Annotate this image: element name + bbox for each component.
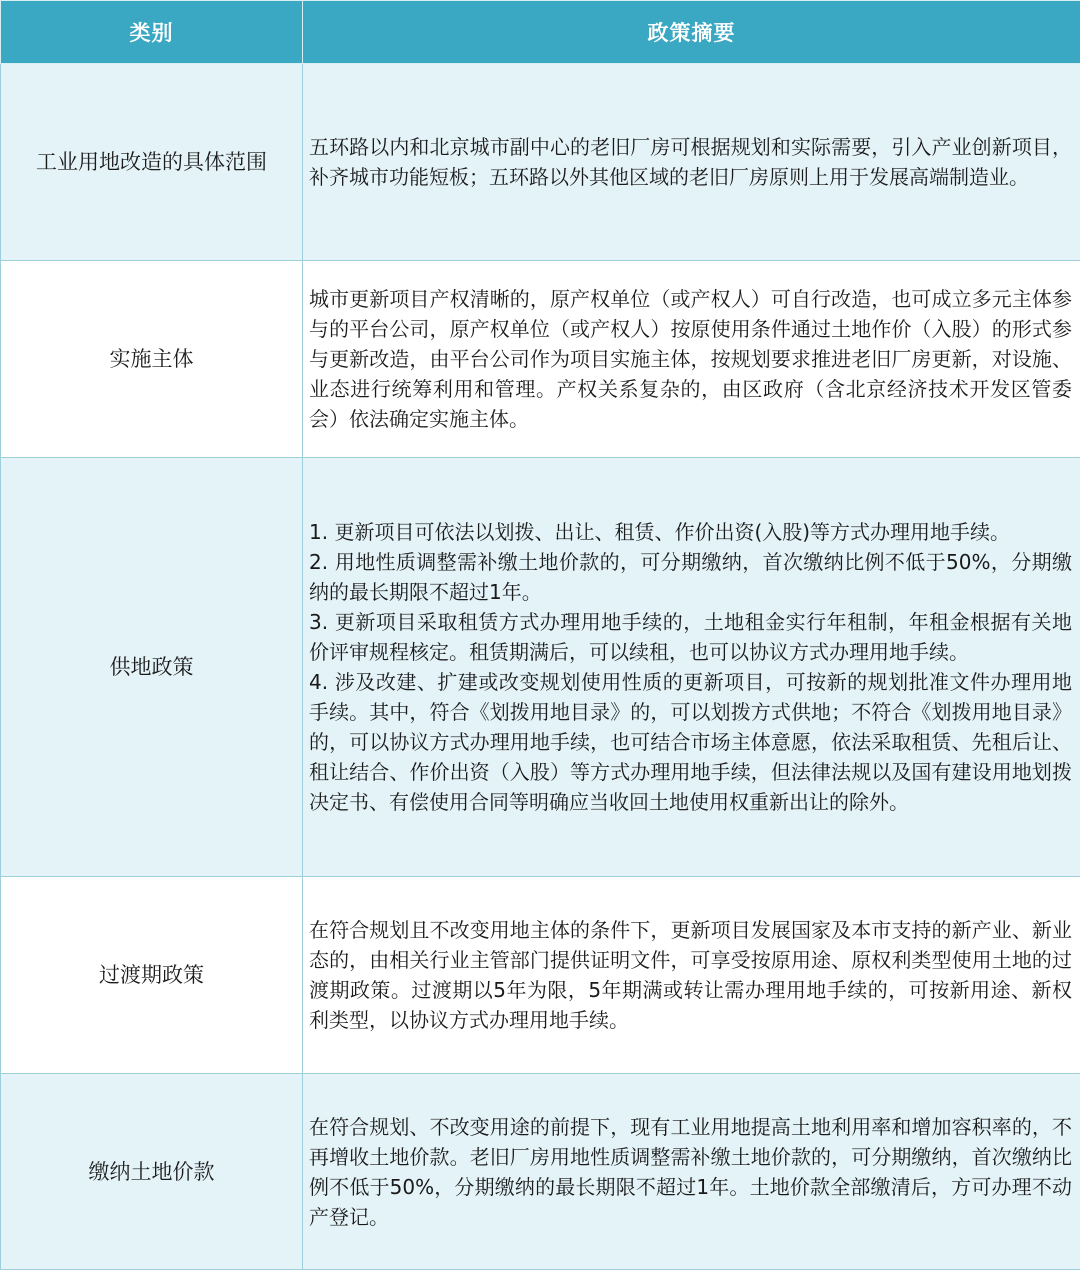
row-summary: 在符合规划、不改变用途的前提下，现有工业用地提高土地利用率和增加容积率的，不再增收土地价款。老旧厂房用地性质调整需补缴土地价款的，可分期缴纳，首次缴纳比例不低于50%，分期缴纳的最长期限不超过1年。土地价款全部缴清后，方可办理不动产登记。 xyxy=(309,1114,1072,1229)
list-item: 3. 更新项目采取租赁方式办理用地手续的，土地租金实行年租制，年租金根据有关地价评审规程核定。租赁期满后，可以续租，也可以协议方式办理用地手续。 xyxy=(309,610,1072,664)
table-row xyxy=(1,458,1080,877)
table-row xyxy=(1,64,1080,261)
row-summary: 城市更新项目产权清晰的，原产权单位（或产权人）可自行改造，也可成立多元主体参与的平台公司，原产权单位（或产权人）按原使用条件通过土地作价（入股）的形式参与更新改造，由平台公司作为项目实施主体，按规划要求推进老旧厂房更新，对设施、业态进行统筹利用和管理。产权关系复杂的，由区政府（含北京经济技术开发区管委会）依法确定实施主体。 xyxy=(309,287,1072,431)
row-category: 工业用地改造的具体范围 xyxy=(1,64,303,261)
header-summary: 政策摘要 xyxy=(303,1,1080,64)
row-summary-list xyxy=(309,517,1072,817)
list-item: 1. 更新项目可依法以划拨、出让、租赁、作价出资(入股)等方式办理用地手续。 xyxy=(309,520,1011,544)
table-header-row xyxy=(1,1,1080,64)
row-summary: 五环路以内和北京城市副中心的老旧厂房可根据规划和实际需要，引入产业创新项目，补齐城市功能短板；五环路以外其他区域的老旧厂房原则上用于发展高端制造业。 xyxy=(309,135,1072,189)
row-category: 实施主体 xyxy=(1,261,303,458)
row-summary: 在符合规划且不改变用地主体的条件下，更新项目发展国家及本市支持的新产业、新业态的，由相关行业主管部门提供证明文件，可享受按原用途、原权利类型使用土地的过渡期政策。过渡期以5年为限，5年期满或转让需办理用地手续的，可按新用途、新权利类型，以协议方式办理用地手续。 xyxy=(309,918,1072,1032)
table-row xyxy=(1,1074,1080,1270)
row-category: 缴纳土地价款 xyxy=(1,1074,303,1270)
row-category: 供地政策 xyxy=(1,458,303,877)
list-item: 2. 用地性质调整需补缴土地价款的，可分期缴纳，首次缴纳比例不低于50%，分期缴纳的最长期限不超过1年。 xyxy=(309,550,1072,604)
table-row xyxy=(1,261,1080,458)
list-item: 4. 涉及改建、扩建或改变规划使用性质的更新项目，可按新的规划批准文件办理用地手续。其中，符合《划拨用地目录》的，可以划拨方式供地；不符合《划拨用地目录》的，可以协议方式办理用地手续，也可结合市场主体意愿，依法采取租赁、先租后让、租让结合、作价出资（入股）等方式办理用地手续，但法律法规以及国有建设用地划拨决定书、有偿使用合同等明确应当收回土地使用权重新出让的除外。 xyxy=(309,670,1072,814)
header-category: 类别 xyxy=(1,1,303,64)
table-row xyxy=(1,877,1080,1074)
row-category: 过渡期政策 xyxy=(1,877,303,1074)
